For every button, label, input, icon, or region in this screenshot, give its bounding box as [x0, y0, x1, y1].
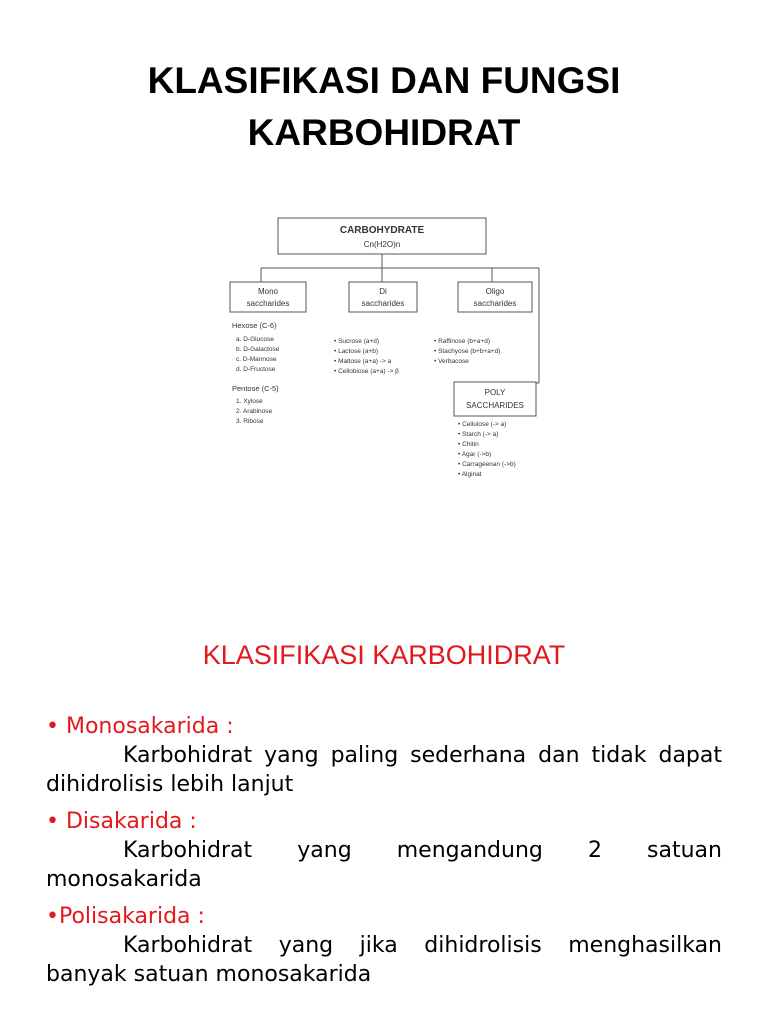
root-label: CARBOHYDRATE — [339, 225, 425, 236]
item-heading: • Monosakarida : — [46, 714, 234, 739]
poly-item: • Cellulose (-> a) — [458, 421, 507, 428]
poly-label-1: POLY — [484, 388, 506, 397]
title-line-2: KARBOHIDRAT — [247, 112, 521, 153]
item-heading: • Disakarida : — [46, 809, 197, 834]
mono-label-1: Mono — [257, 287, 279, 296]
di-item: • Lactose (a+b) — [334, 348, 379, 355]
item-description: Karbohidrat yang paling sederhana dan tidak dapat dihidrolisis lebih lanjut — [46, 743, 722, 797]
page-title — [0, 55, 768, 159]
oligo-label-1: Oligo — [485, 287, 505, 296]
classification-list — [46, 712, 722, 997]
hexose-item: b. D-Galactose — [236, 346, 280, 353]
pentose-item: 3. Ribose — [236, 418, 264, 425]
poly-item: • Agar (->b) — [458, 451, 492, 458]
poly-item: • Alginat — [458, 471, 482, 478]
poly-item: • Starch (-> a) — [458, 431, 499, 438]
list-item — [46, 807, 722, 894]
di-item: • Sucrose (a+d) — [334, 338, 380, 345]
pentose-item: 2. Arabinose — [236, 408, 273, 415]
poly-item: • Carrageenan (->b) — [458, 461, 516, 468]
di-label-1: Di — [379, 287, 387, 296]
item-heading: •Polisakarida : — [46, 904, 205, 929]
oligo-label-2: saccharides — [473, 299, 517, 308]
poly-item: • Chitin — [458, 441, 479, 448]
item-description: Karbohidrat yang mengandung 2 satuan monosakarida — [46, 838, 722, 892]
di-label-2: saccharides — [361, 299, 405, 308]
poly-label-2: SACCHARIDES — [466, 401, 524, 410]
di-item: • Cellobiose (a+a) -> β — [334, 368, 399, 375]
mono-label-2: saccharides — [246, 299, 290, 308]
di-item: • Maltose (a+a) -> a — [334, 358, 392, 365]
item-description: Karbohidrat yang jika dihidrolisis menghasilkan banyak satuan monosakarida — [46, 933, 722, 987]
hexose-item: d. D-Fructose — [236, 366, 276, 373]
pentose-item: 1. Xylose — [236, 398, 263, 405]
hexose-item: c. D-Mannose — [236, 356, 277, 363]
section-title: KLASIFIKASI KARBOHIDRAT — [202, 640, 566, 670]
oligo-item: • Stachyose (b+b+a+d) — [434, 348, 501, 355]
carbohydrate-classification-diagram — [196, 200, 576, 490]
oligo-item: • Verbacose — [434, 358, 469, 365]
root-formula: Cn(H2O)n — [363, 240, 401, 249]
list-item — [46, 712, 722, 799]
pentose-heading: Pentose (C-5) — [232, 384, 279, 393]
hexose-item: a. D-Glucose — [236, 336, 274, 343]
oligo-item: • Raffinose (b+a+d) — [434, 338, 490, 345]
list-item — [46, 902, 722, 989]
diagram-svg — [196, 200, 576, 490]
hexose-heading: Hexose (C-6) — [232, 321, 277, 330]
title-line-1: KLASIFIKASI DAN FUNGSI — [147, 60, 621, 101]
